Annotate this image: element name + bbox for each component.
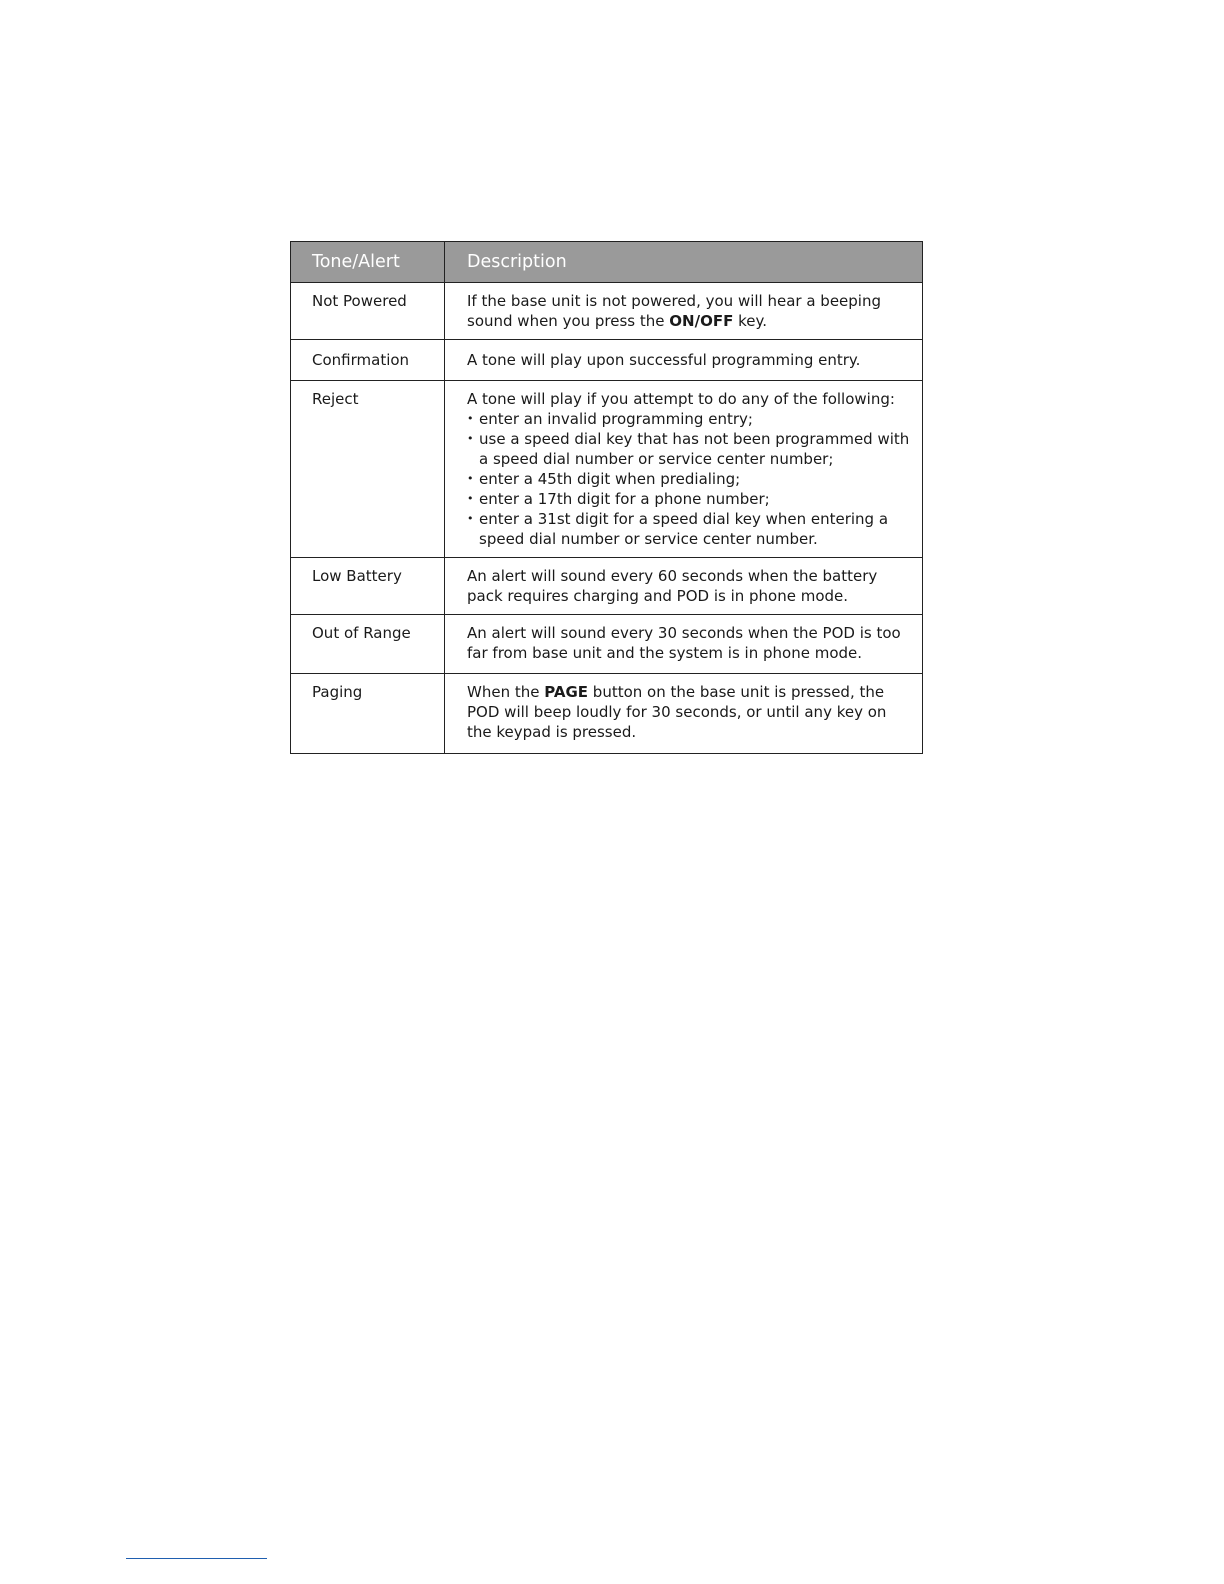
tone-name: Not Powered: [291, 283, 445, 340]
description-text: If the base unit is not powered, you will hear a beeping sound when you press the: [467, 292, 882, 330]
column-header-tone: Tone/Alert: [291, 242, 445, 283]
button-name: PAGE: [544, 683, 589, 701]
table-row: [291, 381, 923, 558]
tone-name: Confirmation: [291, 340, 445, 381]
list-item: • enter a 17th digit for a phone number;: [467, 489, 912, 509]
tone-name: Low Battery: [291, 558, 445, 615]
tone-name: Reject: [291, 381, 445, 558]
list-item: • enter a 31st digit for a speed dial key when entering a speed dial number or service center number.: [467, 509, 912, 549]
table-row: [291, 558, 923, 615]
description-intro: A tone will play if you attempt to do any of the following:: [467, 390, 895, 408]
reject-conditions-list: [467, 409, 912, 549]
tone-description: An alert will sound every 30 seconds when the POD is too far from base unit and the system is in phone mode.: [445, 615, 923, 674]
tone-description: An alert will sound every 60 seconds when the battery pack requires charging and POD is in phone mode.: [445, 558, 923, 615]
tone-alert-table: [290, 241, 923, 754]
list-item: • enter an invalid programming entry;: [467, 409, 912, 429]
column-header-description: Description: [445, 242, 923, 283]
tone-description: A tone will play upon successful programming entry.: [445, 340, 923, 381]
table-row: [291, 283, 923, 340]
tone-description: [445, 283, 923, 340]
key-name: ON/OFF: [669, 312, 734, 330]
tone-description: [445, 674, 923, 754]
table-row: [291, 340, 923, 381]
tone-description: [445, 381, 923, 558]
description-text: When the: [467, 683, 545, 701]
tone-name: Paging: [291, 674, 445, 754]
list-item: • use a speed dial key that has not been programmed with a speed dial number or service center number;: [467, 429, 912, 469]
table-header-row: [291, 242, 923, 283]
description-text: button on the base unit is pressed, the POD will beep loudly for 30 seconds, or until any key on the keypad is pressed.: [467, 683, 887, 741]
table-row: [291, 615, 923, 674]
footnote-divider: [126, 1558, 267, 1559]
description-text: key.: [733, 312, 767, 330]
list-item: • enter a 45th digit when predialing;: [467, 469, 912, 489]
table-row: [291, 674, 923, 754]
tone-name: Out of Range: [291, 615, 445, 674]
